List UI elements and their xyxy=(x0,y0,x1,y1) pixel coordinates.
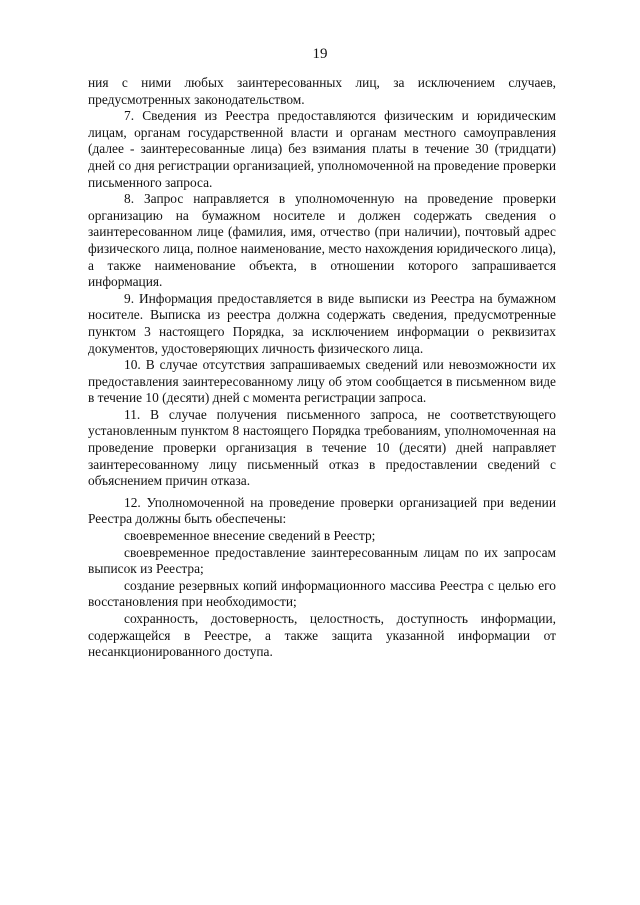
paragraph-item-10: 10. В случае отсутствия запрашиваемых сведений или невозможности их предоставления заинтересованному лицу об этом сообщается в письменном виде в течение 10 (десяти) дней с момента регистрации запроса. xyxy=(88,357,556,406)
list-item-backup-copies: создание резервных копий информационного массива Реестра с целью его восстановления при необходимости; xyxy=(88,577,556,610)
paragraph-item-8: 8. Запрос направляется в уполномоченную на проведение проверки организацию на бумажном носителе и должен содержать сведения о заинтересованном лице (фамилия, имя, отчество (при наличии), почтовый адрес физического лица, полное наименование, место нахождения юридического лица), а также наименование объекта, в отношении которого запрашивается информация. xyxy=(88,191,556,290)
list-item-timely-provision: своевременное предоставление заинтересованным лицам по их запросам выписок из Реестра; xyxy=(88,544,556,577)
document-body xyxy=(88,75,556,661)
paragraph-continuation: ния с ними любых заинтересованных лиц, за исключением случаев, предусмотренных законодательством. xyxy=(88,75,556,107)
paragraph-item-11: 11. В случае получения письменного запроса, не соответствующего установленным пунктом 8 настоящего Порядка требованиям, уполномоченная на проведение проверки организация в течение 10 (десяти) дней направляет заинтересованному лицу письменный отказ в предоставлении сведений с объяснением причин отказа. xyxy=(88,406,556,489)
list-item-timely-entry: своевременное внесение сведений в Реестр; xyxy=(124,528,376,544)
page-number: 19 xyxy=(312,46,328,62)
paragraph-item-12: 12. Уполномоченной на проведение проверки организацией при ведении Реестра должны быть обеспечены: xyxy=(88,494,556,527)
list-item-data-protection: сохранность, достоверность, целостность, доступность информации, содержащейся в Реестре, а также защита указанной информации от несанкционированного доступа. xyxy=(88,611,556,660)
paragraph-item-9: 9. Информация предоставляется в виде выписки из Реестра на бумажном носителе. Выписка из реестра должна содержать сведения, предусмотренные пунктом 3 настоящего Порядка, за исключением информации о реквизитах документов, удостоверяющих личность физического лица. xyxy=(88,290,556,356)
paragraph-item-7: 7. Сведения из Реестра предоставляются физическим и юридическим лицам, органам государственной власти и органам местного самоуправления (далее - заинтересованные лица) без взимания платы в течение 30 (тридцати) дней со дня регистрации организацией, уполномоченной на проведение проверки письменного запроса. xyxy=(88,108,556,190)
